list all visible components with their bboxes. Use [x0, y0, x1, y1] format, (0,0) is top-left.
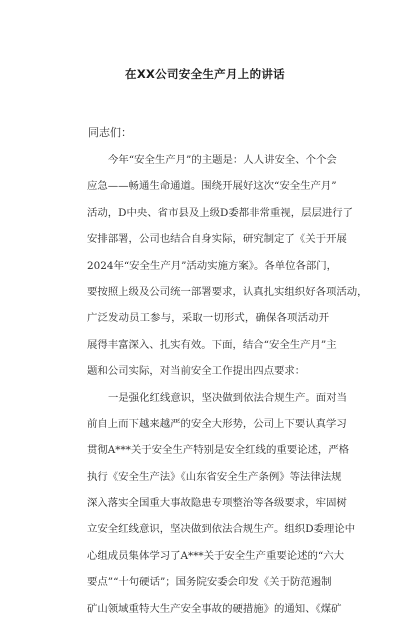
body-line: 一是强化红线意识，坚决做到依法合规生产。面对当 — [108, 391, 347, 404]
body-line: 立安全红线意识，坚决做到依法合规生产。组织D委理论中 — [87, 523, 356, 536]
body-line: 心组成员集体学习了A***关于安全生产重要论述的“六大 — [87, 549, 344, 562]
body-line: 展得丰富深入、扎实有效。下面，结合“安全生产月”主 — [87, 338, 337, 351]
body-line: 执行《安全生产法》《山东省安全生产条例》等法律法规 — [87, 470, 342, 483]
body-line: 矿山领域重特大生产安全事故的硬措施》的通知、《煤矿 — [87, 602, 342, 615]
body-line: 安排部署，公司也结合自身实际，研究制定了《关于开展 — [87, 233, 347, 246]
body-line: 广泛发动员工参与，采取一切形式，确保各项活动开 — [87, 312, 329, 325]
body-line: 题和公司实际，对当前安全工作提出四点要求： — [87, 365, 306, 378]
body-line: 应急——畅通生命通道。围绕开展好这次“安全生产月” — [87, 180, 337, 193]
body-line: 深入落实全国重大事故隐患专项整治等各级要求，牢固树 — [87, 497, 347, 510]
body-line: 贯彻A***关于安全生产特别是安全红线的重要论述，严格 — [87, 444, 350, 457]
body-line: 要点”“十句硬话”；国务院安委会印发《关于防范遏制 — [87, 576, 332, 589]
body-line: 前自上而下越来越严的安全大形势，公司上下要认真学习 — [87, 417, 347, 430]
body-line: 活动，D中央、省市县及上级D委都非常重视，层层进行了 — [87, 206, 354, 219]
document-title: 在XX公司安全生产月上的讲话 — [125, 67, 285, 81]
body-text — [87, 153, 368, 628]
body-line: 要按照上级及公司统一部署要求，认真扎实组织好各项活动， — [87, 285, 368, 298]
body-line: 今年“安全生产月”的主题是：人人讲安全、个个会 — [108, 154, 337, 166]
salutation: 同志们： — [88, 126, 132, 139]
body-line: 2024年“安全生产月”活动实施方案》。各单位各部门， — [87, 259, 338, 272]
